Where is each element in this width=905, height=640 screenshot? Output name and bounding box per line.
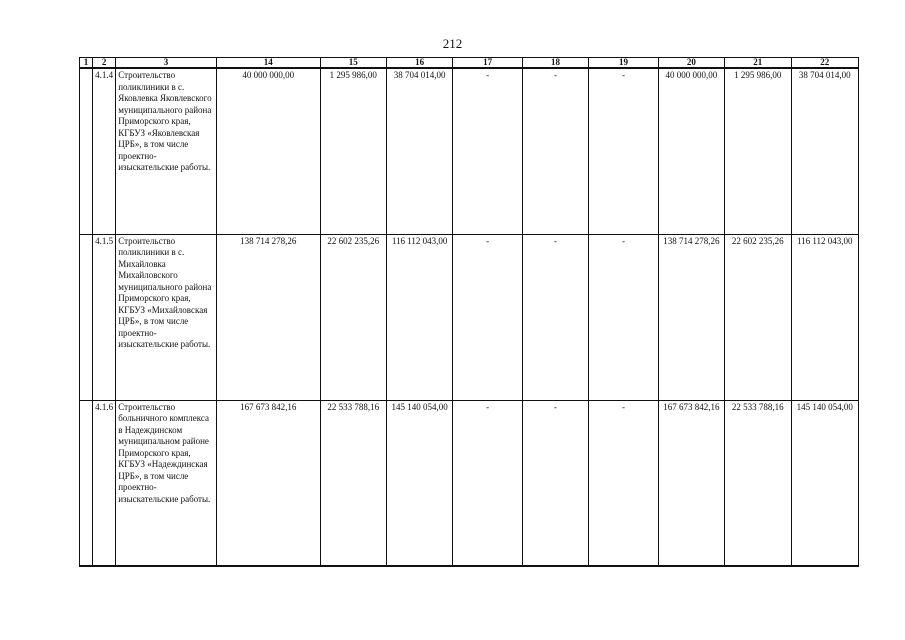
cell-col-16: 116 112 043,00 — [386, 234, 452, 400]
cell-col-14: 138 714 278,26 — [216, 234, 320, 400]
column-header: 22 — [791, 58, 859, 69]
column-header: 21 — [725, 58, 791, 69]
column-header: 2 — [93, 58, 116, 69]
column-header: 3 — [116, 58, 217, 69]
cell-col-17: - — [453, 234, 522, 400]
cell-col-22: 38 704 014,00 — [791, 68, 859, 234]
column-header: 16 — [386, 58, 452, 69]
cell-col-16: 38 704 014,00 — [386, 68, 452, 234]
cell-col-22: 145 140 054,00 — [791, 400, 859, 566]
cell-col-21: 22 533 788,16 — [725, 400, 791, 566]
column-header: 17 — [453, 58, 522, 69]
cell-col-1 — [80, 234, 93, 400]
column-header: 20 — [658, 58, 724, 69]
cell-col-20: 138 714 278,26 — [658, 234, 724, 400]
header-row — [80, 58, 859, 69]
page-number: 212 — [442, 36, 463, 51]
cell-col-21: 22 602 235,26 — [725, 234, 791, 400]
table-row — [80, 234, 859, 400]
cell-description: Строительство больничного комплекса в Надеждинском муниципальном районе Приморского края, КГБУЗ «Надеждинская ЦРБ», в том числе проектно-изыскательские работы. — [116, 400, 217, 566]
cell-item-number: 4.1.6 — [93, 400, 116, 566]
column-header: 14 — [216, 58, 320, 69]
cell-description: Строительство поликлиники в с. Михайловка Михайловского муниципального района Приморского края, КГБУЗ «Михайловская ЦРБ», в том числе проектно-изыскательские работы. — [116, 234, 217, 400]
cell-col-16: 145 140 054,00 — [386, 400, 452, 566]
cell-col-19: - — [589, 400, 658, 566]
cell-col-19: - — [589, 234, 658, 400]
column-header: 15 — [320, 58, 386, 69]
cell-col-14: 40 000 000,00 — [216, 68, 320, 234]
cell-col-22: 116 112 043,00 — [791, 234, 859, 400]
cell-col-15: 1 295 986,00 — [320, 68, 386, 234]
cell-col-1 — [80, 400, 93, 566]
cell-col-17: - — [453, 68, 522, 234]
column-header: 19 — [589, 58, 658, 69]
cell-col-18: - — [522, 68, 588, 234]
cell-description: Строительство поликлиники в с. Яковлевка Яковлевского муниципального района Приморского края, КГБУЗ «Яковлевская ЦРБ», в том числе проектно-изыскательские работы. — [116, 68, 217, 234]
column-header: 1 — [80, 58, 93, 69]
cell-col-17: - — [453, 400, 522, 566]
cell-item-number: 4.1.5 — [93, 234, 116, 400]
cell-col-18: - — [522, 234, 588, 400]
cell-col-19: - — [589, 68, 658, 234]
table-row — [80, 68, 859, 234]
cell-col-15: 22 602 235,26 — [320, 234, 386, 400]
cell-col-20: 167 673 842,16 — [658, 400, 724, 566]
cell-item-number: 4.1.4 — [93, 68, 116, 234]
cell-col-15: 22 533 788,16 — [320, 400, 386, 566]
cell-col-1 — [80, 68, 93, 234]
cell-col-20: 40 000 000,00 — [658, 68, 724, 234]
cell-col-18: - — [522, 400, 588, 566]
column-header: 18 — [522, 58, 588, 69]
cell-col-21: 1 295 986,00 — [725, 68, 791, 234]
budget-table — [79, 57, 859, 567]
cell-col-14: 167 673 842,16 — [216, 400, 320, 566]
table-row — [80, 400, 859, 566]
